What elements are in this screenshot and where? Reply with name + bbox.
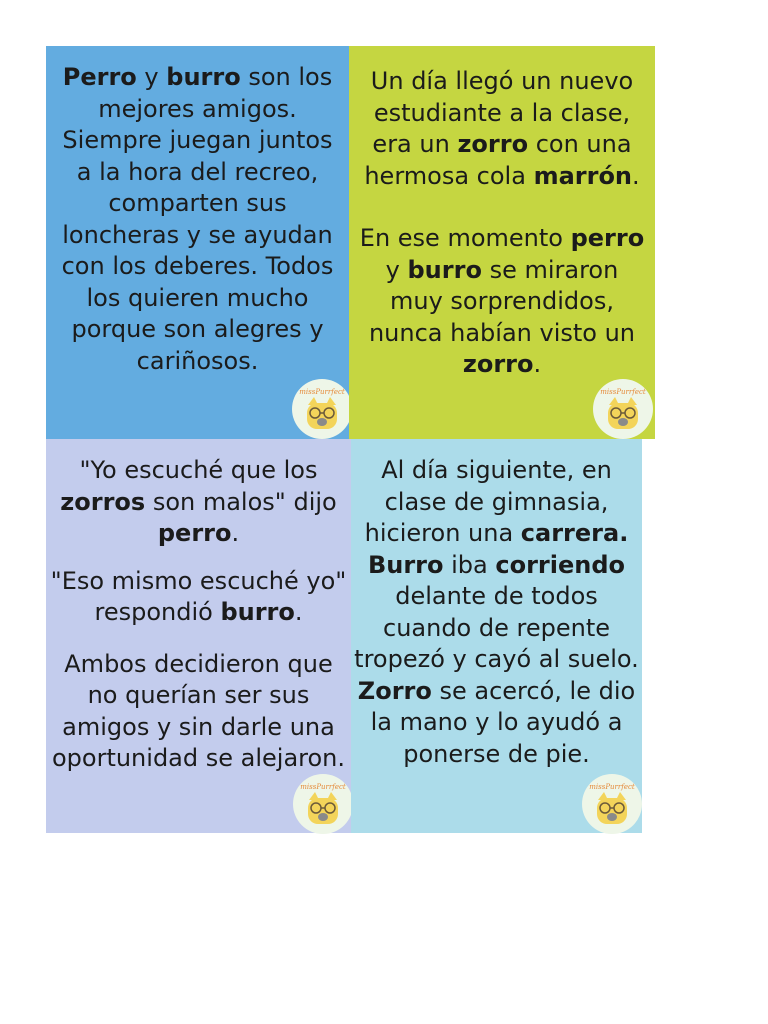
brand-logo-text: missPurrfect [589,783,635,791]
bold-word: corriendo [495,550,626,579]
story-card-4 [351,439,642,833]
story-paragraph [357,223,647,381]
cat-with-glasses-icon [603,395,643,435]
brand-badge [292,379,352,439]
bold-word: carrera. [520,519,629,547]
brand-logo-text: missPurrfect [300,783,346,791]
text-run: son malos" dijo [145,487,337,516]
paragraph-gap [50,629,347,649]
text-run: En ese momento [359,224,571,252]
text-run: "Yo escuché que los [79,456,318,484]
text-run: . [632,161,640,190]
brand-badge [582,774,642,834]
bold-word: Perro [62,63,137,91]
bold-word: perro [570,224,645,252]
bold-word: zorro [457,130,529,158]
story-paragraph [58,62,337,377]
brand-badge [593,379,653,439]
brand-logo-text: missPurrfect [600,388,646,396]
brand-logo-text: missPurrfect [299,388,345,396]
text-run: . [533,350,542,378]
bold-word: Zorro [357,676,432,705]
paragraph-gap [50,550,347,566]
text-run: Ambos decidieron que no querían ser sus amigos y sin darle una oportunidad se alejaron. [51,649,346,772]
story-card-1 [46,46,349,439]
paragraph-gap [357,192,647,223]
text-run: Un día llegó un nuevo estudiante a la clase, era un [370,67,634,158]
story-paragraph [50,455,347,550]
text-run: y [385,255,408,284]
brand-badge [293,774,353,834]
text-run: Al día siguiente, en clase de gimnasia, hicieron una [364,456,612,547]
text-run: "Eso mismo escuché yo" respondió [50,566,347,626]
story-text-2 [357,66,647,381]
text-run: son los mejores amigos. Siempre juegan juntos a la hora del recreo, comparten sus loncheras y se ayudan con los deberes. Todos los quieren mucho porque son alegres y cariñosos. [61,63,334,375]
cat-with-glasses-icon [592,790,632,830]
story-card-2 [349,46,655,439]
bold-word: marrón [533,161,633,190]
bold-word: Burro [367,550,444,579]
story-paragraph [50,649,347,775]
text-run: se miraron muy sorprendidos, nunca habían visto un [368,255,636,347]
text-run: se acercó, le dio la mano y lo ayudó a ponerse de pie. [370,676,636,768]
text-run: . [231,519,240,547]
text-run: y [136,63,167,91]
story-text-3 [50,455,347,775]
story-text-4 [351,455,642,770]
story-paragraph [50,566,347,629]
bold-word: perro [157,519,232,547]
story-paragraph [357,66,647,192]
text-run: delante de todos cuando de repente tropezó y cayó al suelo. [354,582,639,673]
story-card-3 [46,439,351,833]
text-run: con una hermosa cola [364,130,632,190]
bold-word: burro [407,255,482,284]
bold-word: zorros [60,487,146,516]
story-text-1 [58,62,337,377]
bold-word: burro [166,63,241,91]
story-paragraph [351,455,642,770]
text-run: iba [443,550,496,579]
text-run: . [294,598,303,626]
cat-with-glasses-icon [303,790,343,830]
cat-with-glasses-icon [302,395,342,435]
bold-word: burro [220,598,295,626]
bold-word: zorro [462,350,534,378]
